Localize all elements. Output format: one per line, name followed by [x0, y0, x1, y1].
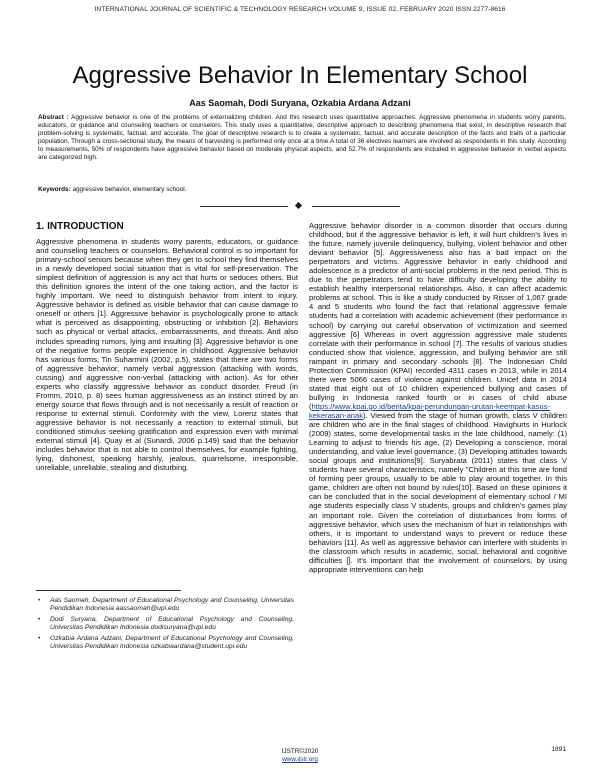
right-text-part-2: ). Viewed from the stage of human growth, class V children are children who are in the final stages of childhood. Havighurts in Hurlock (2009) states, some developmental tasks in the late childhood, namely: (1) Learning to adjust to friends his age, (2) Developing a conscience, moral understanding, and value level governance, (3) Developing attitudes towards social groups and institutions[9]. Suryabrata (2011) states that class V students have several characteristics, namely "Children at this time are fond of forming peer groups, usually to be able to play around together. In this game, children are often not bound by rules[10]. Based on these opinions it can be concluded that in the social development of elementary school / MI age students especially class V students, groups and children's games play an important role. Given the correlation of disturbances from forms of aggressive behavior, which uses the mechanism of hurt in relationships with others, it is important to understand ways to prevent or reduce these behaviors [11]. As well as aggressive behavior can interfere with students in the classroom which results in academic, social, behavioral and cognitive difficulties []. It's important that the involvement of counselors, by using appropriate interventions can help — [309, 410, 567, 574]
footer-site-link[interactable]: www.ijstr.org — [282, 756, 318, 763]
section-divider — [200, 202, 400, 210]
footnote-item — [36, 597, 294, 613]
footnote-item — [36, 616, 294, 632]
paper-title: Aggressive Behavior In Elementary School — [72, 62, 528, 89]
footer-code: IJSTR©2020 — [281, 748, 319, 755]
abstract — [38, 114, 566, 163]
footnote-rule — [36, 590, 181, 591]
page-number: 1891 — [551, 746, 566, 753]
abstract-text: Aggressive behavior is one of the problems of externalizing children. And this research uses quantitative approaches. Aggressive phenomena in students worry parents, educators, or guidance and counseling teachers or counselors. This study uses a quantitative, descriptive approach to describing phenomena that exist, in descriptive research that problem-solving is systematic, factual, and accurate. The goal of descriptive research is to create a systematic, factual, and accurate description of the facts and traits of a particular population. Through a cross-sectional study, the means of harvesting is performed only once at a time.A total of 36 electives learners are involved as respondents in this study. According to measurements, 50% of respondents have aggressive behavior based on moderate physical aspects, and 52.7% of respondents are included in aggressive behavior in verbal aspects are categorized high. — [38, 114, 566, 162]
footnote-text: Ozkabia Ardana Adzani, Department of Educational Psychology and Counseling, Universitas Pendidikan Indonesia ozkabiaardana@student.upi.edu — [50, 635, 294, 651]
author-footnotes — [36, 597, 294, 655]
diamond-icon — [295, 202, 302, 209]
bullet-icon: • — [38, 616, 41, 624]
bullet-icon: • — [38, 597, 41, 604]
footnote-text: Dodi Suryana, Department of Educational Psychology and Counseling, Universitas Pendidikan Indonesia dodisuryana@upi.edu — [50, 616, 294, 632]
right-text-part-1: Aggressive behavior disorder is a common disorder that occurs during childhood, but if the aggressive behavior is left, it will hurt children's lives in the future, namely juvenile delinquency, bullying, violent behavior and other deviant behavior [5]. Aggressiveness also has a bad impact on the perpetrators and victims. Aggressive behavior in early childhood and adolescence is a predictor of anti-social problems in the next period. This is due to the perpetrators tend to have difficulty developing the ability to establish healthy interpersonal relationships. Also, it can affect academic problems at school. This is like a study conducted by Risser of 1,067 grade 4 and 5 students who found the fact that relational aggressive female students had a correlation with academic achievement (their performance in school) by carrying out careful observation of victimization and seemed aggressive [6] Whereas in overt aggression aggressive male students correlate with their performance in school [7]. The results of various studies conducted show that violence, aggression, and bullying behavior are still rampant in primary and secondary schools [8]. The Indonesian Child Protection Commission (KPAI) recorded 4311 cases in 2013, while in 2014 there were 5066 cases of violence against children. Unicef data in 2014 stated that eight out of 10 children experienced bullying and cases of bullying in Indonesia ranked fourth or in cases of child abuse ( — [309, 221, 567, 411]
intro-paragraph-left: Aggressive phenomena in students worry parents, educators, or guidance and counseling teachers or counselors. Behavioral control is so important for primary-school seniors because when they get to school they find themselves in a newly developed social situation that is vital for self-preservation. The simplest definition of aggression is any act that hurts or seduces others. But this definition ignores the intent of the one taking action, and the factor is highly important. We need to distinguish behavior from intent to injury. Aggressive behavior is defined as visible behavior that can cause damage to oneself or others [1]. Aggressive behavior is psychologically prone to attack what is perceived as disappointing, obstructing or inhibition [2]. Behaviors such as physical or verbal attacks, embarrassments, and threats. And also includes spreading rumors, lying and insulting [3]. Aggressive behavior is one of the negative forms people experience in childhood. Aggressive behavior has various forms, Tin Suharmini (2002, p.5), states that there are two forms of aggressive behavior, namely verbal aggression (attacking with words, cussing) and aggressive non-verbal (attacking with action). As for other experts who classify aggressive behavior as conduct disorder. Freud (in Fromm, 2010, p. 8) sees human aggressiveness as an instinct stirred by an energy source that flows through and is not necessarily a result of reaction or response to external stimuli. Conformity with the view, Lorenz states that aggressive behavior is not necessarily a reaction to external stimuli, but conditioned stimulus seeking gratification and expression even with minimal external stimuli [4]. Quay et al (Sunardi, 2006 p.149) said that the behavior includes behavior that is not able to control themselves, for example fighting, lying, dishonest, speaking harshly, jealous, quarrelsome, irresponsible, unreliable, unreliable, stealing and disturbing. — [36, 237, 298, 473]
page-footer — [0, 748, 600, 764]
keywords — [38, 186, 566, 193]
author-list: Aas Saomah, Dodi Suryana, Ozkabia Ardana Adzani — [189, 98, 411, 108]
journal-header: INTERNATIONAL JOURNAL OF SCIENTIFIC & TECHNOLOGY RESEARCH VOLUME 9, ISSUE 02, FEBRUARY 2020 ISSN 2277-8616 — [94, 6, 506, 13]
left-column — [36, 221, 298, 472]
keywords-label: Keywords: — [38, 186, 71, 193]
section-heading-introduction: 1. INTRODUCTION — [36, 221, 124, 232]
bullet-icon: • — [38, 635, 41, 643]
kpai-link[interactable]: https://www.kpai.go.id/berita/kpai-perundungan-urutan-keempat-kasus-kekerasan-anak — [309, 401, 551, 420]
divider-line-left — [200, 206, 288, 207]
keywords-text: aggressive behavior, elementary school. — [70, 186, 187, 193]
divider-line-right — [312, 206, 400, 207]
abstract-label: Abstract : — [38, 114, 69, 121]
footnote-item — [36, 635, 294, 651]
right-column — [309, 221, 567, 574]
intro-paragraph-right — [309, 221, 567, 574]
footnote-text: Aas Saomah, Department of Educational Psychology and Counseling, Universitas Pendidikan Indonesia aassaomah@upi.edu — [50, 597, 294, 613]
